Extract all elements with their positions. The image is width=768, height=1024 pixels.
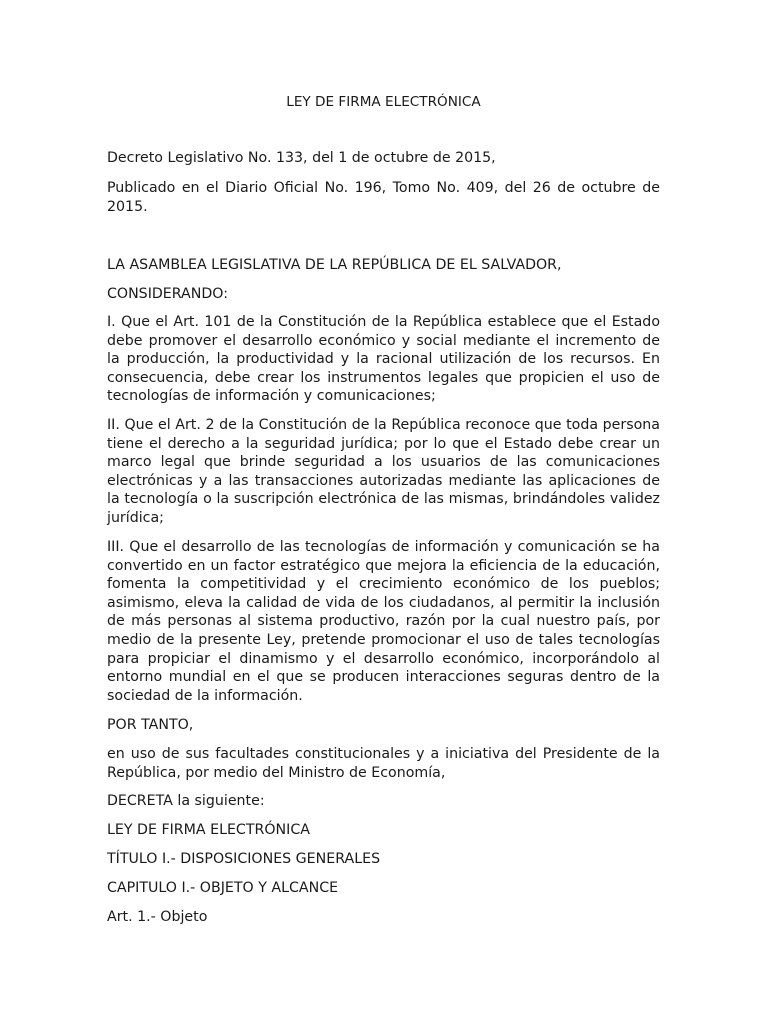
titulo-heading: TÍTULO I.- DISPOSICIONES GENERALES [107,851,381,867]
capitulo-heading: CAPITULO I.- OBJETO Y ALCANCE [107,880,339,896]
document-title: LEY DE FIRMA ELECTRÓNICA [286,94,481,110]
considerando-paragraph-1: I. Que el Art. 101 de la Constitución de la República establece que el Estado debe promover el desarrollo económico y social mediante el incremento de la producción, la productividad y la racional utilización de los recursos. En consecuencia, debe crear los instrumentos legales que propicien el uso de tecnologías de información y comunicaciones; [107,314,660,405]
asamblea-line: LA ASAMBLEA LEGISLATIVA DE LA REPÚBLICA DE EL SALVADOR, [107,257,562,273]
article-heading: Art. 1.- Objeto [107,909,208,925]
considerando-heading: CONSIDERANDO: [107,286,228,302]
decreta-line: DECRETA la siguiente: [107,793,265,809]
considerando-paragraph-2: II. Que el Art. 2 de la Constitución de la República reconoce que toda persona tiene el derecho a la seguridad jurídica; por lo que el Estado debe crear un marco legal que brinde seguridad a los usuarios de las comunicaciones electrónicas y a las transacciones autorizadas mediante las aplicaciones de la tecnología o la suscripción electrónica de las mismas, brindándoles validez jurídica; [107,417,660,526]
por-tanto-line: POR TANTO, [107,717,194,733]
facultades-paragraph: en uso de sus facultades constitucionales y a iniciativa del Presidente de la República, por medio del Ministro de Economía, [107,746,660,781]
ley-heading: LEY DE FIRMA ELECTRÓNICA [107,822,310,838]
decreto-line: Decreto Legislativo No. 133, del 1 de octubre de 2015, [107,150,496,166]
considerando-paragraph-3: III. Que el desarrollo de las tecnologías de información y comunicación se ha convertido en un factor estratégico que mejora la eficiencia de la educación, fomenta la competitividad y el crecimiento económico de los pueblos; asimismo, eleva la calidad de vida de los ciudadanos, al permitir la inclusión de más personas al sistema productivo, razón por la cual nuestro país, por medio de la presente Ley, pretende promocionar el uso de tales tecnologías para propiciar el dinamismo y el desarrollo económico, incorporándolo al entorno mundial en el que se producen interacciones seguras dentro de la sociedad de la información. [107,539,660,704]
publicado-paragraph: Publicado en el Diario Oficial No. 196, Tomo No. 409, del 26 de octubre de 2015. [107,180,660,215]
